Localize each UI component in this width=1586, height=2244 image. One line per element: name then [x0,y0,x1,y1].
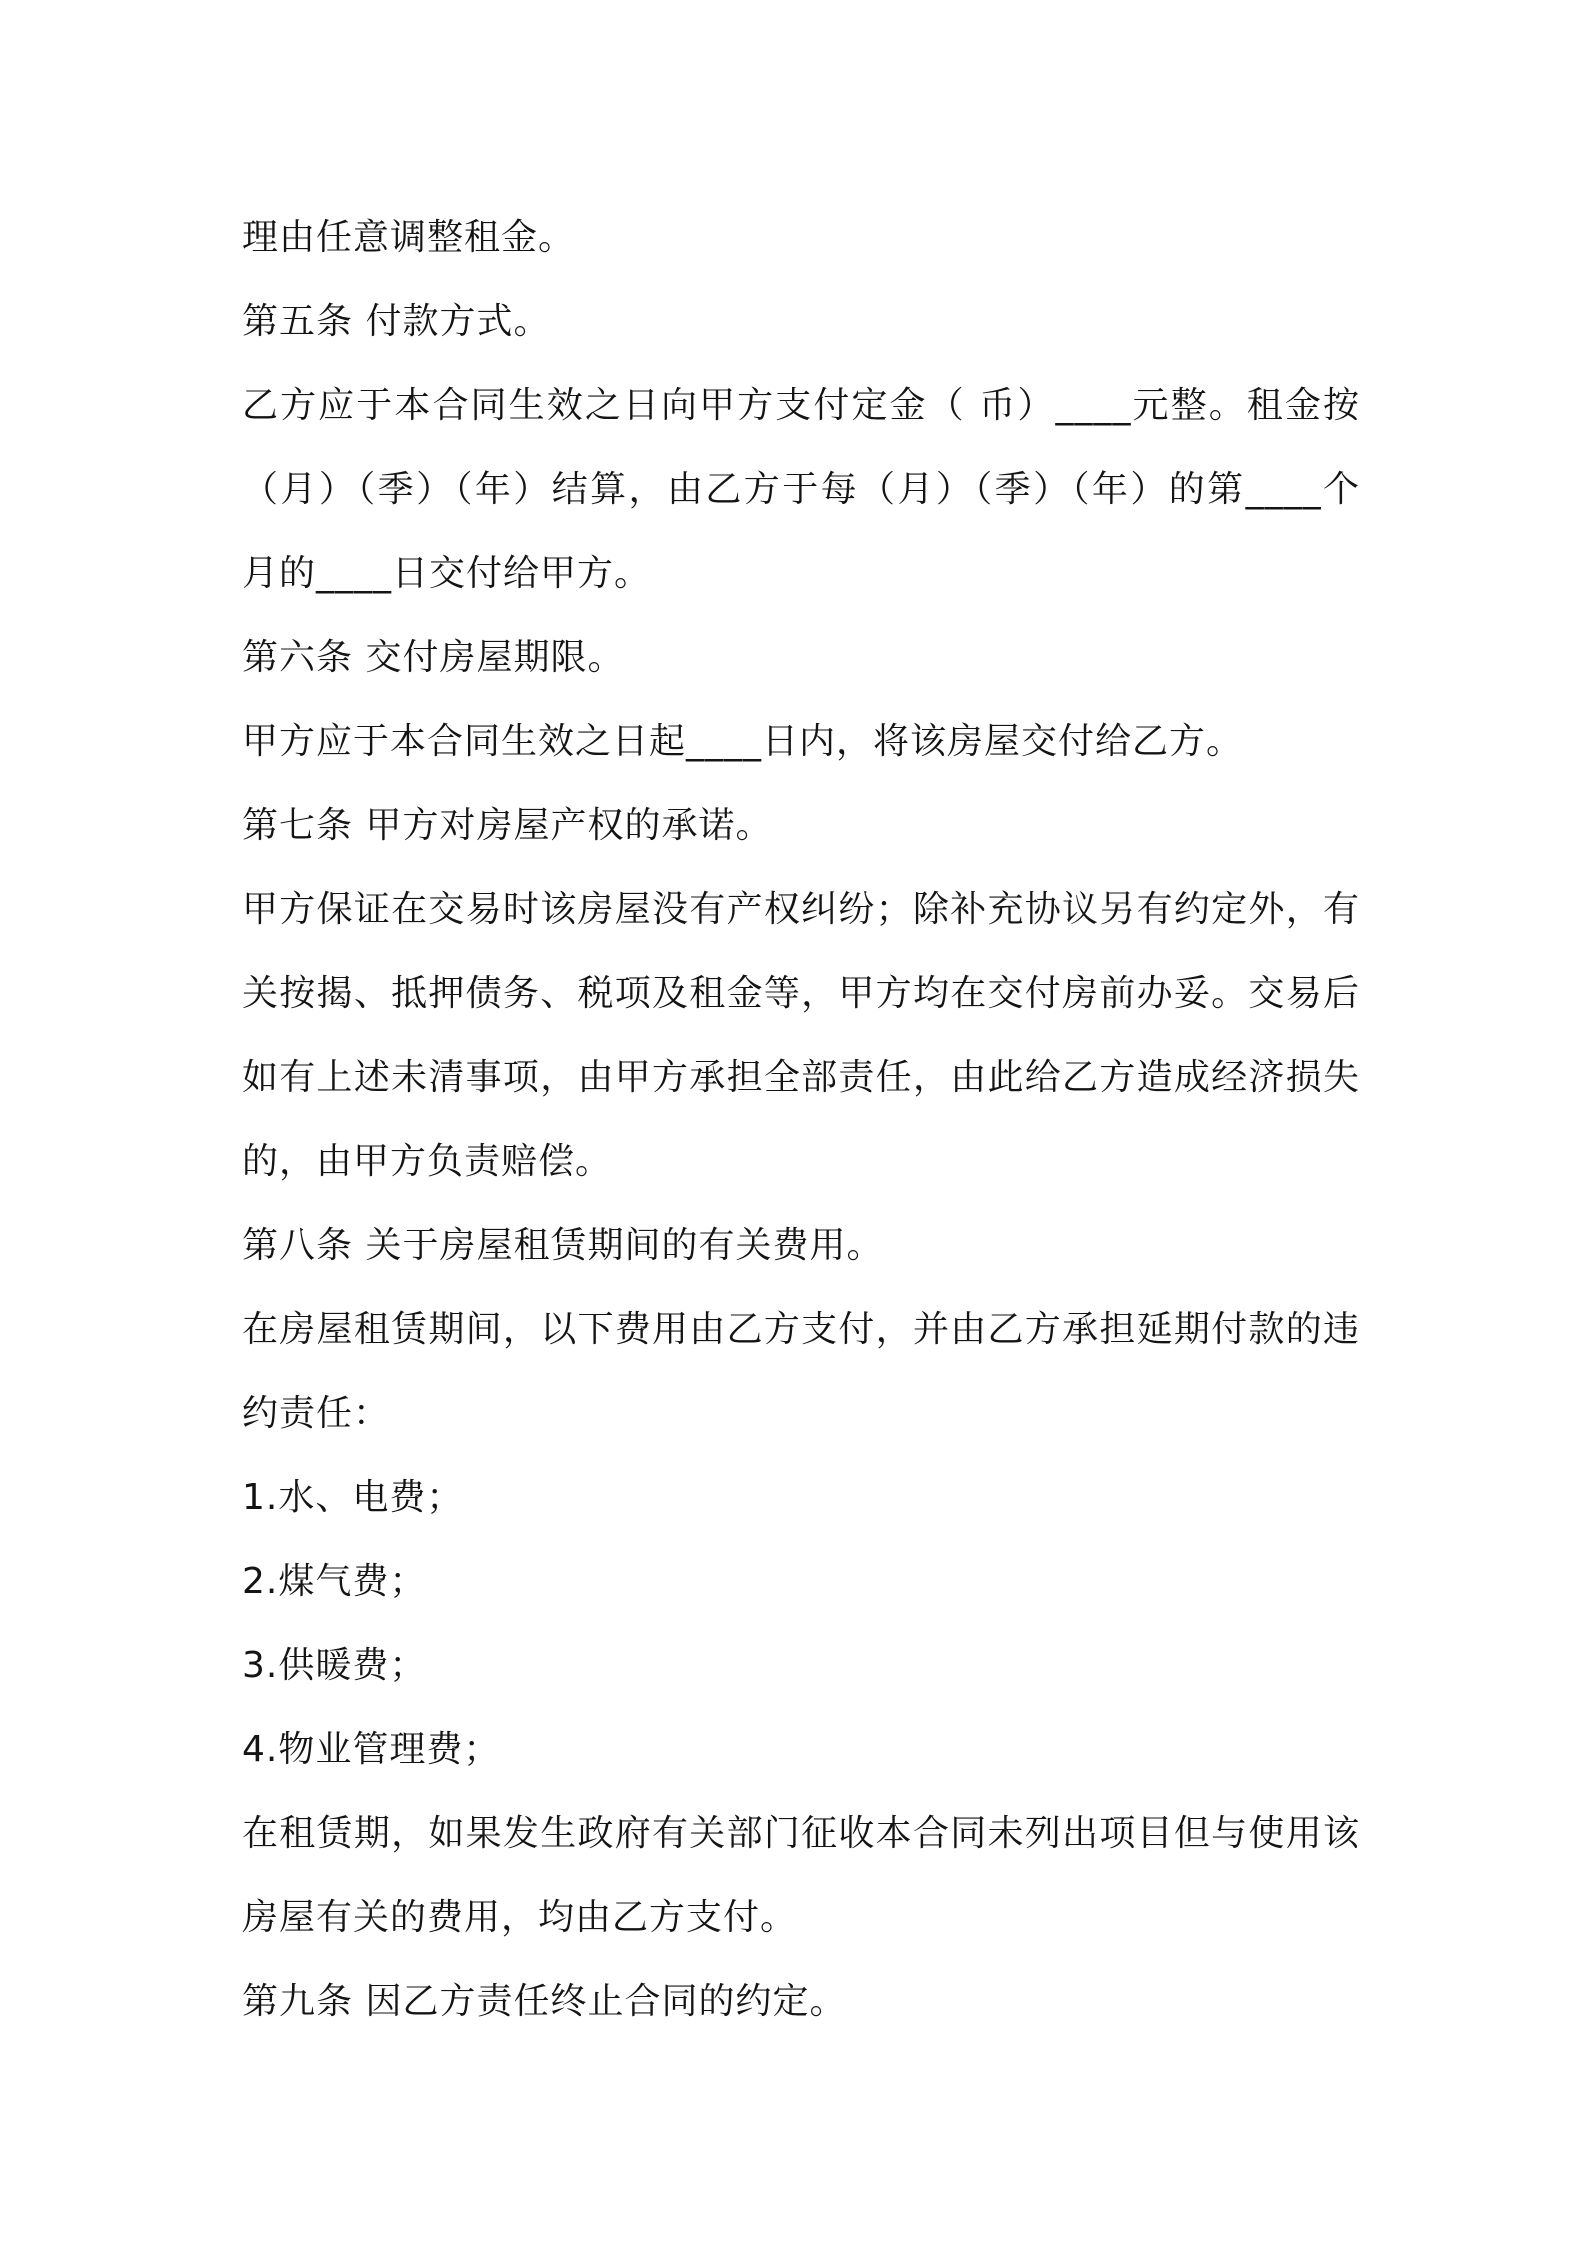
list-item: 4.物业管理费； [242,1729,501,1770]
paragraph-line: 如有上述未清事项，由甲方承担全部责任，由此给乙方造成经济损失 [242,1057,1360,1098]
paragraph-line: （月）（季）（年）结算，由乙方于每（月）（季）（年）的第____个 [242,469,1360,510]
contract-body [242,196,1360,2044]
paragraph-line: 的，由甲方负责赔偿。 [242,1141,613,1182]
article-8-heading: 第八条 关于房屋租赁期间的有关费用。 [242,1225,884,1266]
paragraph-line: 在房屋租赁期间，以下费用由乙方支付，并由乙方承担延期付款的违 [242,1309,1360,1350]
article-6-heading: 第六条 交付房屋期限。 [242,637,625,678]
paragraph-line: 在租赁期，如果发生政府有关部门征收本合同未列出项目但与使用该 [242,1813,1360,1854]
paragraph-line: 理由任意调整租金。 [242,217,576,258]
paragraph-line: 甲方保证在交易时该房屋没有产权纠纷；除补充协议另有约定外，有 [242,889,1360,930]
paragraph-line: 甲方应于本合同生效之日起____日内，将该房屋交付给乙方。 [242,721,1244,762]
paragraph-line: 约责任： [242,1393,391,1434]
paragraph-line: 关按揭、抵押债务、税项及租金等，甲方均在交付房前办妥。交易后 [242,973,1360,1014]
article-7-heading: 第七条 甲方对房屋产权的承诺。 [242,805,773,846]
paragraph-line: 房屋有关的费用，均由乙方支付。 [242,1897,798,1938]
article-9-heading: 第九条 因乙方责任终止合同的约定。 [242,1981,847,2022]
paragraph-line: 乙方应于本合同生效之日向甲方支付定金（ 币）____元整。租金按 [242,385,1360,426]
list-item: 1.水、电费； [242,1477,464,1518]
paragraph-line: 月的____日交付给甲方。 [242,553,652,594]
article-5-heading: 第五条 付款方式。 [242,301,551,342]
list-item: 3.供暖费； [242,1645,427,1686]
list-item: 2.煤气费； [242,1561,427,1602]
